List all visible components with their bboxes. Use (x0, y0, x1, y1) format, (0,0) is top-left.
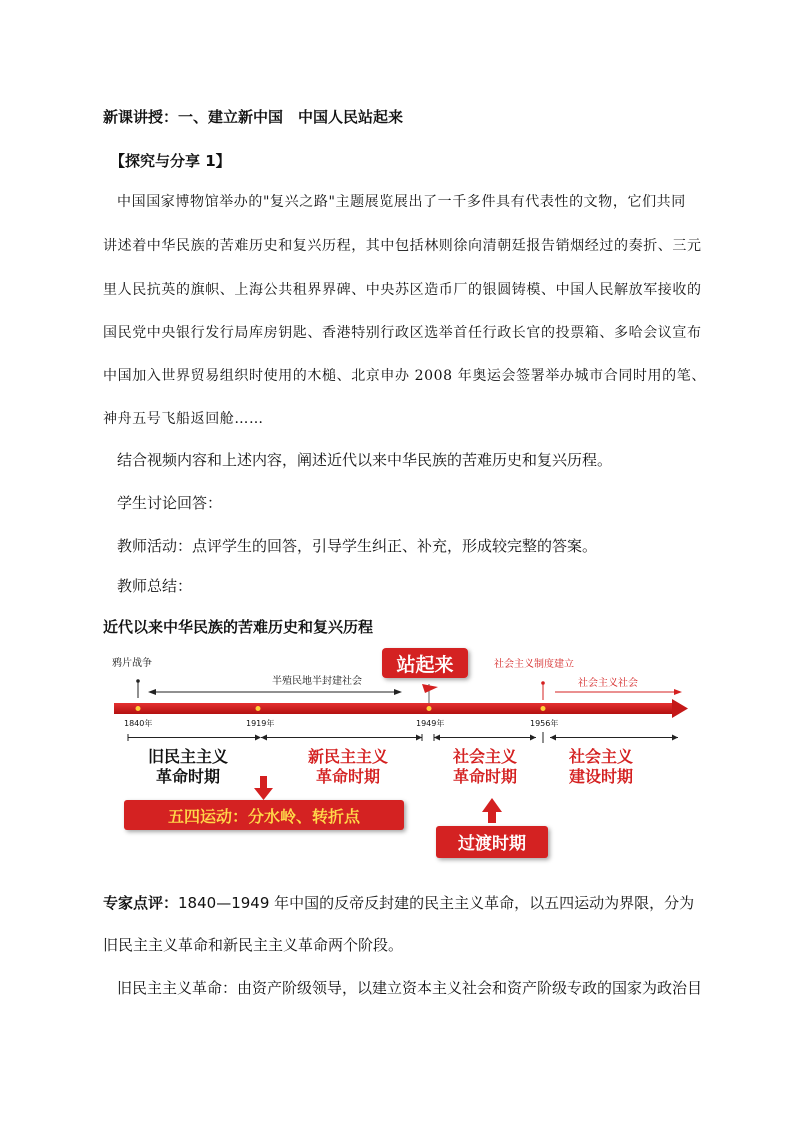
page-heading: 新课讲授：一、建立新中国 中国人民站起来 (103, 108, 404, 126)
down-arrow-shaft (260, 776, 267, 788)
socialist-system-pin-dot (541, 681, 545, 685)
paragraph-line-2: 讲述着中华民族的苦难历史和复兴历程，其中包括林则徐向清朝廷报告销烟经过的奏折、三元 (103, 238, 702, 254)
section-subheading: 【探究与分享 1】 (110, 152, 231, 170)
year-1919: 1919年 (246, 719, 275, 728)
year-1949: 1949年 (416, 719, 445, 728)
up-arrow-shaft (488, 811, 496, 823)
period-new-democratic-line1: 新民主主义 (307, 747, 389, 766)
period-span-arrows (128, 732, 678, 743)
semi-colonial-label: 半殖民地半封建社会 (272, 676, 362, 687)
paragraph-line-4: 国民党中央银行发行局库房钥匙、香港特别行政区选举首任行政长官的投票箱、多哈会议宣布 (103, 325, 702, 341)
up-arrow-icon (482, 798, 502, 812)
period-old-democratic-line2: 革命时期 (155, 767, 221, 786)
period-socialist-construction-line1: 社会主义 (568, 747, 634, 766)
question-text: 结合视频内容和上述内容，阐述近代以来中华民族的苦难历史和复兴历程。 (117, 451, 613, 469)
history-timeline (100, 640, 700, 870)
period-socialist-revolution-line2: 革命时期 (452, 767, 518, 786)
arrow-left-head (148, 689, 156, 695)
teacher-summary: 教师总结： (117, 577, 193, 595)
tick-1840 (136, 706, 141, 711)
paragraph-line-5: 中国加入世界贸易组织时使用的木槌、北京申办 2008 年奥运会签署举办城市合同时用的笔、 (103, 368, 706, 384)
opium-war-label: 鸦片战争 (112, 658, 152, 669)
socialist-society-label: 社会主义社会 (578, 678, 638, 689)
paragraph-line-1: 中国国家博物馆举办的"复兴之路"主题展览展出了一千多件具有代表性的文物，它们共同 (117, 194, 686, 210)
socialist-society-arrow-head (674, 689, 682, 695)
flag-icon (422, 684, 438, 693)
period-socialist-construction-line2: 建设时期 (568, 767, 634, 786)
expert-label: 专家点评： (103, 894, 179, 912)
opium-war-pin-dot (136, 679, 140, 683)
year-1840: 1840年 (124, 719, 153, 728)
stand-up-label: 站起来 (396, 654, 454, 676)
period-new-democratic-line2: 革命时期 (315, 767, 381, 786)
down-arrow-icon (254, 788, 273, 800)
tick-1956 (541, 706, 546, 711)
teacher-activity: 教师活动：点评学生的回答，引导学生纠正、补充，形成较完整的答案。 (117, 537, 598, 555)
student-discussion: 学生讨论回答： (117, 494, 223, 512)
expert-comment-line2: 旧民主主义革命和新民主主义革命两个阶段。 (103, 936, 404, 954)
arrow-right-head (394, 689, 402, 695)
paragraph-line-6: 神舟五号飞船返回舱…… (103, 411, 264, 427)
old-democratic-revolution-text: 旧民主主义革命：由资产阶级领导，以建立资本主义社会和资产阶级专政的国家为政治目 (117, 979, 703, 997)
may-fourth-label: 五四运动：分水岭、转折点 (167, 807, 361, 826)
transition-label: 过渡时期 (458, 834, 526, 854)
period-old-democratic-line1: 旧民主主义 (147, 747, 229, 766)
timeline-bar (114, 703, 674, 714)
paragraph-line-3: 里人民抗英的旗帜、上海公共租界界碑、中央苏区造币厂的银圆铸模、中国人民解放军接收的 (103, 282, 702, 298)
timeline-title: 近代以来中华民族的苦难历史和复兴历程 (103, 618, 374, 636)
socialist-system-label: 社会主义制度建立 (494, 659, 574, 670)
tick-1949 (427, 706, 432, 711)
period-socialist-revolution-line1: 社会主义 (452, 747, 518, 766)
expert-comment-text: 1840—1949 年中国的反帝反封建的民主主义革命，以五四运动为界限，分为 (178, 894, 695, 912)
tick-1919 (256, 706, 261, 711)
expert-comment-line1 (103, 892, 694, 913)
timeline-arrow-head (672, 699, 688, 718)
year-1956: 1956年 (530, 719, 559, 728)
